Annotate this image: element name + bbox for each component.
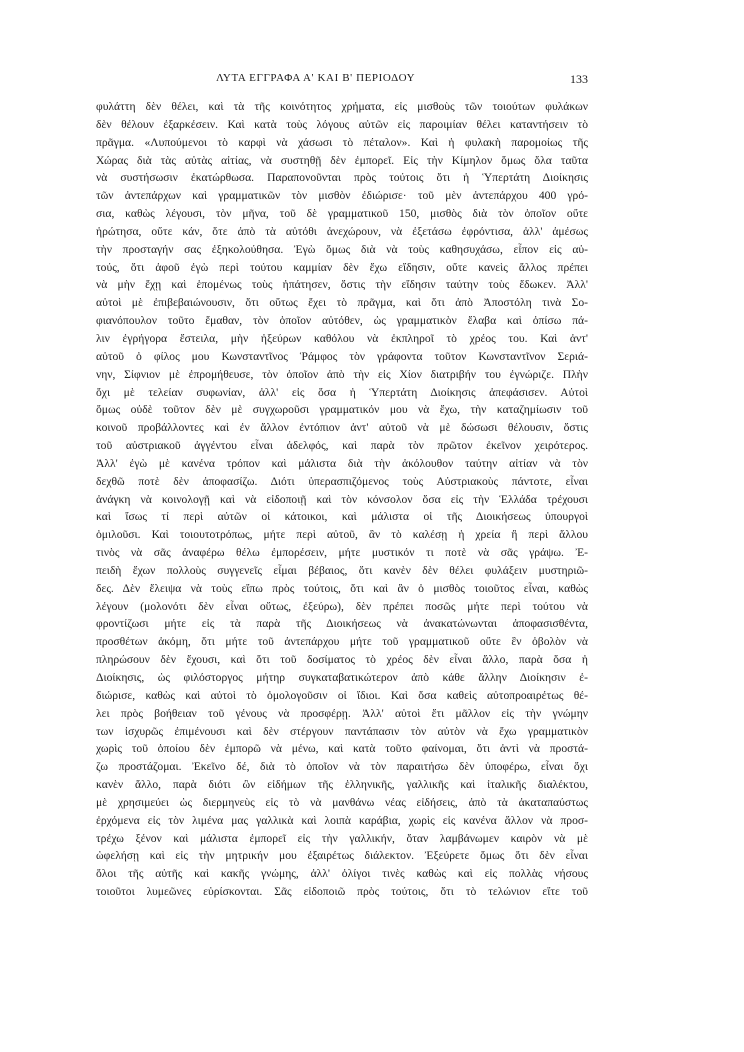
text-line: λει πρὸς βοήθειαν τοῦ γένους νὰ προσφέρῃ. Ἀλλ' αὐτοὶ ἔτι μᾶλλον εἰς τὴν γνώμην (96, 706, 588, 720)
text-line: ὠφελήσῃ καὶ εἰς τὴν μητρικήν μου ἐξαιρέτως διάλεκτον. Ἐξεύρετε ὅμως ὅτι δὲν εἶναι (96, 849, 588, 863)
text-line: ζω προστάζομαι. Ἐκεῖνο δέ, διὰ τὸ ὁποῖον νὰ τὸν παραιτήσω δὲν ὑποφέρω, εἶναι ὄχι (96, 760, 588, 774)
text-line: φιανόπουλον τοῦτο ἔμαθαν, τὸν ὁποῖον αὐτόθεν, ὡς γραμματικὸν ἔλαβα καὶ ὀπίσω πά- (96, 314, 588, 328)
text-line: τοιοῦτοι λυμεῶνες εὑρίσκονται. Σᾶς εἰδοποιῶ πρὸς τούτοις, ὅτι τὸ τελώνιον εἴτε τοῦ (96, 885, 588, 899)
text-line: σια, καθὼς λέγουσι, τὸν μῆνα, τοῦ δὲ γραμματικοῦ 150, μισθὸς διὰ τὸν ὁποῖον οὔτε (96, 207, 588, 221)
text-line: φυλάττη δὲν θέλει, καὶ τὰ τῆς κοινότητος χρήματα, εἰς μισθοὺς τῶν τοιούτων φυλάκων (96, 100, 588, 113)
text-line: τῶν ἀντεπάρχων καὶ γραμματικῶν τὸν μισθὸν ἐδιώρισε· τοῦ μὲν ἀντεπάρχου 400 γρό- (96, 189, 588, 203)
body-text (96, 98, 588, 901)
text-line: Ἀλλ' ἐγὼ μὲ κανένα τρόπον καὶ μάλιστα διὰ τὴν ἀκόλουθον ταύτην αἰτίαν νὰ τὸν (96, 456, 588, 470)
text-line: ἀνάγκη νὰ κοινολογῇ καὶ νὰ εἰδοποιῇ καὶ τὸν κόνσολον ὅσα εἰς τὴν Ἑλλάδα τρέχουσι (96, 492, 588, 506)
text-line: τούς, ὅτι ἀφοῦ ἐγὼ περὶ τούτου καμμίαν δὲν ἔχω εἴδησιν, οὔτε κανεὶς ἄλλος πρέπει (96, 260, 588, 274)
text-line: ὁμιλοῦσι. Καὶ τοιουτοτρόπως, μήτε περὶ αὐτοῦ, ἂν τὸ καλέσῃ ἡ χρεία ἢ περὶ ἄλλου (96, 528, 588, 542)
text-line: κανὲν ἄλλο, παρὰ διότι ὢν εἰδήμων τῆς ἑλληνικῆς, γαλλικῆς καὶ ἰταλικῆς διαλέκτου, (96, 778, 588, 792)
text-line: Διοίκησις, ὡς φιλόστοργος μήτηρ συγκαταβατικώτερον ἀπὸ κάθε ἄλλην Διοίκησιν ἐ- (96, 671, 588, 684)
running-title: ΛΥΤΑ ΕΓΓΡΑΦΑ Α' ΚΑΙ Β' ΠΕΡΙΟΔΟΥ (216, 72, 416, 84)
text-line: προσθέτων ἀκόμη, ὅτι μήτε τοῦ ἀντεπάρχου μήτε τοῦ γραμματικοῦ οὔτε ἓν ὀβολὸν νὰ (96, 635, 588, 649)
text-line: δες. Δὲν ἔλειψα νὰ τοὺς εἴπω πρὸς τούτοις, ὅτι καὶ ἂν ὁ μισθὸς τοιοῦτος εἶναι, καθὼς (96, 581, 588, 595)
text-line: πληρώσουν δὲν ἔχουσι, καὶ ὅτι τοῦ δοσίματος τὸ χρέος δὲν εἶναι ἄλλο, παρὰ ὅσα ἡ (96, 653, 588, 667)
text-line: των ἰσχυρῶς ἐπιμένουσι καὶ δὲν στέργουν παντάπασιν τὸν αὐτὸν νὰ ἔχω γραμματικὸν (96, 724, 588, 738)
text-line: ὄχι μὲ τελείαν συφωνίαν, ἀλλ' εἰς ὅσα ἡ Ὑπερτάτη Διοίκησις ἀπεφάσισεν. Αὐτοὶ (96, 385, 588, 399)
text-line: πρᾶγμα. «Λυπούμενοι τὸ καρφὶ νὰ χάσωσι τὸ πέταλον». Καὶ ἡ φυλακὴ παρομοίως τῆς (96, 135, 588, 149)
text-line: ἠρώτησα, οὔτε κάν, ὅτε ἀπὸ τὰ αὐτόθι ἀνεχώρουν, νὰ ἐξετάσω ἐφρόντισα, ἀλλ' ἀμέσως (96, 224, 588, 238)
page-number: 133 (570, 72, 588, 86)
text-line: νὰ μὴν ἔχῃ καὶ ἑπομένως τοὺς ἠπάτησεν, ὅστις τὴν εἴδησιν ταύτην τοὺς ἔδωκεν. Ἀλλ' (96, 278, 588, 292)
text-line: ὅμως οὐδὲ τοῦτον δὲν μὲ συγχωροῦσι γραμματικόν μου νὰ ἔχω, τὴν καταζημίωσιν τοῦ (96, 403, 588, 417)
text-line: νὰ συστήσωσιν ἐκατώρθωσα. Παραπονοῦνται πρὸς τούτοις ὅτι ἡ Ὑπερτάτη Διοίκησις (96, 171, 588, 185)
text-line: διώρισε, καθὼς καὶ αὐτοὶ τὸ ὁμολογοῦσιν οἱ ἴδιοι. Καὶ ὅσα καθεὶς αὐτοπροαιρέτως θέ- (96, 688, 588, 702)
text-line: καὶ ἴσως τί περὶ αὐτῶν οἱ κάτοικοι, καὶ μάλιστα οἱ τῆς Διοικήσεως ὑπουργοὶ (96, 510, 588, 524)
text-line: μὲ χρησιμεύει ὡς διερμηνεὺς εἰς τὸ νὰ μανθάνω νέας εἰδήσεις, ἀπὸ τὰ ἀκαταπαύστως (96, 795, 588, 809)
text-line: νην, Σίφνιον μὲ ἐπρομήθευσε, τὸν ὁποῖον ἀπὸ τὴν εἰς Χίον διατριβήν του ἐγνώριζε. Πλὴν (96, 367, 588, 381)
text-line: ἐρχόμενα εἰς τὸν λιμένα μας γαλλικὰ καὶ λοιπὰ καράβια, χωρὶς εἰς κανένα ἄλλον νὰ προσ- (96, 813, 588, 827)
text-line: αὐτοὶ μὲ ἐπιβεβαιώνουσιν, ὅτι οὕτως ἔχει τὸ πρᾶγμα, καὶ ὅτι ἀπὸ Ἀποστόλη τινὰ Σο- (96, 296, 588, 310)
running-header (96, 72, 588, 90)
text-line: τινὸς νὰ σᾶς ἀναφέρω θέλω ἐμπορέσειν, μήτε μυστικόν τι ποτὲ νὰ σᾶς γράψω. Ἐ- (96, 546, 588, 560)
text-line: τοῦ αὐστριακοῦ ἀγγέντου εἶναι ἀδελφός, καὶ παρὰ τὸν πρῶτον ἐκεῖνον χειρότερος. (96, 439, 588, 453)
text-line: δεχθῶ ποτὲ δὲν ἀποφασίζω. Διότι ὑπερασπιζόμενος τοὺς Αὐστριακοὺς πάντοτε, εἶναι (96, 474, 588, 488)
text-line: δὲν θέλουν ἐξαρκέσειν. Καὶ κατὰ τοὺς λόγους αὐτῶν εἰς παροιμίαν θέλει καταντήσειν τὸ (96, 117, 588, 131)
text-line: Χώρας διὰ τὰς αὐτὰς αἰτίας, νὰ συστηθῇ δὲν ἐμπορεῖ. Εἰς τὴν Κίμηλον ὅμως ὅλα ταῦτα (96, 153, 588, 167)
text-line: κοινοῦ προβάλλοντες καὶ ἐν ἄλλον ἐντόπιον ἀντ' αὐτοῦ νὰ μὲ δώσωσι θέλουσιν, ὅστις (96, 421, 588, 435)
text-line: λέγουν (μολονότι δὲν εἶναι οὕτως, ἐξεύρω), δὲν πρέπει ποσῶς μήτε περὶ τούτου νὰ (96, 599, 588, 613)
text-line: φροντίζωσι μήτε εἰς τὰ παρὰ τῆς Διοικήσεως νὰ ἀνακατώνωνται ἀποφασισθέντα, (96, 617, 588, 631)
text-line: λιν ἐγρήγορα ἔστειλα, μὴν ἠξεύρων καθόλου νὰ ἐκπληροῖ τὸ χρέος του. Καὶ ἀντ' (96, 331, 588, 345)
text-line: αὐτοῦ ὁ φίλος μου Κωνσταντῖνος Ῥάμφος τὸν γράφοντα τοῦτον Κωνσταντῖνον Σεριά- (96, 349, 588, 363)
text-line: τρέχω ξένον καὶ μάλιστα ἐμπορεῖ εἰς τὴν γαλλικήν, ὅταν λαμβάνωμεν καιρὸν νὰ μὲ (96, 831, 588, 845)
text-line: χωρὶς τοῦ ὁποίου δὲν ἐμπορῶ νὰ μένω, καὶ κατὰ τοῦτο φαίνομαι, ὅτι ἀντὶ νὰ προστά- (96, 742, 588, 756)
text-line: πειδὴ ἔχων πολλοὺς συγγενεῖς εἶμαι βέβαιος, ὅτι κανὲν δὲν θέλει φυλάξειν μυστηριῶ- (96, 563, 588, 577)
text-line: ὅλοι τῆς αὐτῆς καὶ κακῆς γνώμης, ἀλλ' ὀλίγοι τινὲς καθὼς καὶ εἰς πολλὰς νήσους (96, 867, 588, 881)
text-line: τὴν προσταγήν σας ἐξηκολούθησα. Ἐγὼ ὅμως διὰ νὰ τοὺς καθησυχάσω, εἶπον εἰς αὐ- (96, 242, 588, 256)
